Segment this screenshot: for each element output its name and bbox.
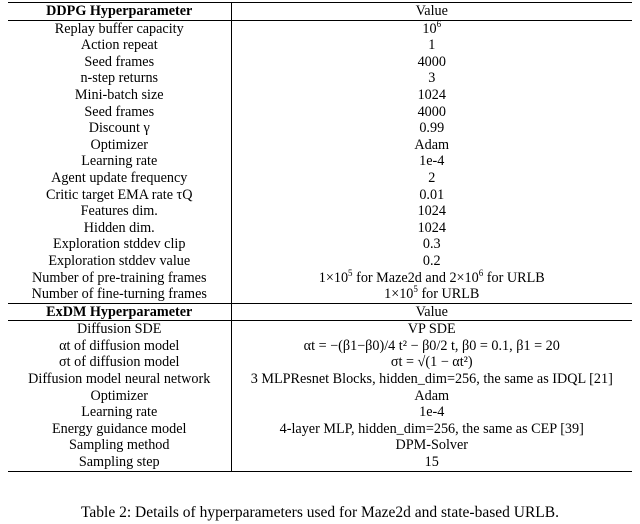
param-value: 0.3 <box>422 236 441 253</box>
table-row <box>8 421 632 438</box>
table-row <box>8 338 632 355</box>
table-row <box>8 187 632 204</box>
param-name: Agent update frequency <box>8 170 231 187</box>
param-value: 4-layer MLP, hidden_dim=256, the same as CEP [39] <box>279 420 584 437</box>
param-value: 1024 <box>417 219 446 236</box>
param-name: Sampling method <box>8 437 231 454</box>
param-value: Adam <box>414 136 450 153</box>
param-value: $1\times 10^5$ for Maze2d and $2\times 10^6$ for URLB <box>318 267 545 286</box>
table-row <box>8 153 632 170</box>
param-name: Diffusion model neural network <box>8 371 231 388</box>
param-value: 3 <box>428 70 436 87</box>
hyperparameter-table-container <box>8 2 632 472</box>
param-value: 3 MLPResnet Blocks, hidden_dim=256, the same as IDQL [21] <box>250 371 613 388</box>
param-value: 2 <box>428 169 436 186</box>
table-row <box>8 454 632 471</box>
table-caption: Table 2: Details of hyperparameters used for Maze2d and state-based URLB. <box>81 504 559 521</box>
ddpg-header-name: DDPG Hyperparameter <box>8 3 231 21</box>
param-name: αt of diffusion model <box>8 338 231 355</box>
param-name: Replay buffer capacity <box>8 20 231 37</box>
param-value: 1e-4 <box>419 404 445 421</box>
exdm-header-name: ExDM Hyperparameter <box>8 303 231 321</box>
table-row <box>8 354 632 371</box>
table-row <box>8 104 632 121</box>
param-name: Energy guidance model <box>8 421 231 438</box>
param-name: Action repeat <box>8 37 231 54</box>
ddpg-header-row <box>8 3 632 21</box>
param-value: αt = −(β1−β0)/4 t² − β0/2 t, β0 = 0.1, β1 = 20 <box>303 337 560 354</box>
param-value: σt = √(1 − αt²) <box>390 354 473 371</box>
table-row <box>8 253 632 270</box>
param-value: $10^6$ <box>422 18 442 37</box>
param-name: Exploration stddev clip <box>8 236 231 253</box>
param-name: Number of pre-training frames <box>8 270 231 287</box>
param-name: Number of fine-turning frames <box>8 286 231 303</box>
table-row <box>8 371 632 388</box>
table-row <box>8 236 632 253</box>
table-row <box>8 388 632 405</box>
table-row <box>8 286 632 303</box>
param-value: 1e-4 <box>419 153 445 170</box>
ddpg-header-value: Value <box>231 3 632 21</box>
table-row <box>8 120 632 137</box>
param-name: Features dim. <box>8 203 231 220</box>
table-row <box>8 170 632 187</box>
param-name: Seed frames <box>8 104 231 121</box>
param-value: 15 <box>424 454 439 471</box>
param-value: 1024 <box>417 86 446 103</box>
param-name: Seed frames <box>8 54 231 71</box>
param-name: σt of diffusion model <box>8 354 231 371</box>
hyperparameter-table <box>8 2 632 472</box>
param-value: DPM-Solver <box>395 437 469 454</box>
param-name: Learning rate <box>8 404 231 421</box>
param-value: 1024 <box>417 203 446 220</box>
param-value: VP SDE <box>407 321 456 338</box>
param-name: Exploration stddev value <box>8 253 231 270</box>
table-row <box>8 437 632 454</box>
table-row <box>8 70 632 87</box>
param-value: 0.2 <box>422 252 441 269</box>
exdm-header-row <box>8 303 632 321</box>
param-name: Sampling step <box>8 454 231 471</box>
param-name: Mini-batch size <box>8 87 231 104</box>
param-name: n-step returns <box>8 70 231 87</box>
table-row <box>8 270 632 287</box>
table-row <box>8 54 632 71</box>
table-row <box>8 137 632 154</box>
param-value: $1\times 10^5$ for URLB <box>384 284 480 303</box>
param-value: Adam <box>414 387 450 404</box>
param-value: 1 <box>428 37 436 54</box>
table-row <box>8 404 632 421</box>
exdm-header-value: Value <box>231 303 632 321</box>
param-name: Hidden dim. <box>8 220 231 237</box>
param-name: Optimizer <box>8 137 231 154</box>
table-row <box>8 203 632 220</box>
table-row <box>8 220 632 237</box>
param-name: Discount γ <box>8 120 231 137</box>
param-name: Critic target EMA rate τQ <box>8 187 231 204</box>
param-value: 0.01 <box>419 186 445 203</box>
param-name: Learning rate <box>8 153 231 170</box>
table-row <box>8 321 632 338</box>
table-row <box>8 20 632 37</box>
table-row <box>8 37 632 54</box>
param-name: Diffusion SDE <box>8 321 231 338</box>
param-name: Optimizer <box>8 388 231 405</box>
param-value: 4000 <box>417 103 446 120</box>
param-value: 0.99 <box>419 120 445 137</box>
table-row <box>8 87 632 104</box>
param-value: 4000 <box>417 53 446 70</box>
